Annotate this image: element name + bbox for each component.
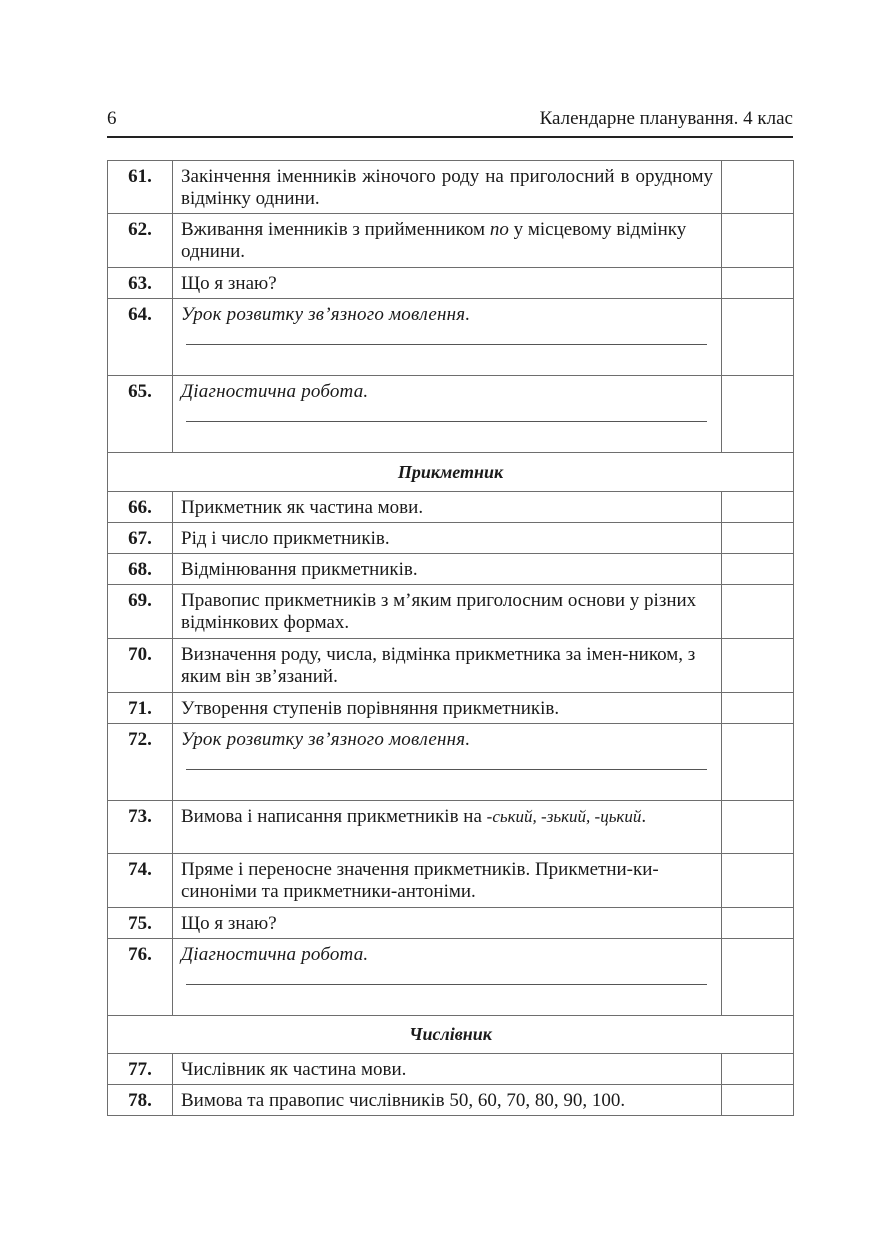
lesson-number: 69. bbox=[108, 585, 173, 639]
table-row bbox=[108, 939, 794, 1016]
date-cell[interactable] bbox=[722, 939, 794, 1016]
date-cell[interactable] bbox=[722, 724, 794, 801]
table-row bbox=[108, 693, 794, 724]
lesson-number: 72. bbox=[108, 724, 173, 801]
fill-in-line[interactable] bbox=[186, 421, 707, 422]
date-cell[interactable] bbox=[722, 639, 794, 693]
lesson-topic bbox=[173, 376, 722, 453]
lesson-number: 75. bbox=[108, 908, 173, 939]
table-row bbox=[108, 1085, 794, 1116]
table-row bbox=[108, 554, 794, 585]
table-row bbox=[108, 639, 794, 693]
lesson-topic bbox=[173, 724, 722, 801]
table-row bbox=[108, 376, 794, 453]
lesson-topic bbox=[173, 939, 722, 1016]
date-cell[interactable] bbox=[722, 376, 794, 453]
lesson-number: 64. bbox=[108, 299, 173, 376]
lesson-topic bbox=[173, 801, 722, 854]
date-cell[interactable] bbox=[722, 161, 794, 214]
table-row bbox=[108, 908, 794, 939]
lesson-topic: Пряме і переносне значення прикметників. Прикметни-ки-синоніми та прикметники-антоніми. bbox=[173, 854, 722, 908]
date-cell[interactable] bbox=[722, 1085, 794, 1116]
lesson-number: 66. bbox=[108, 492, 173, 523]
lesson-topic: Закінчення іменників жіночого роду на приголосний в орудному відмінку однини. bbox=[173, 161, 722, 214]
lesson-number: 76. bbox=[108, 939, 173, 1016]
date-cell[interactable] bbox=[722, 299, 794, 376]
topic-text: Вживання іменників з прийменником bbox=[181, 219, 490, 240]
topic-text: . bbox=[641, 806, 647, 827]
fill-in-line[interactable] bbox=[186, 769, 707, 770]
topic-italic-text: Діагностична робота. bbox=[181, 944, 369, 965]
table-row bbox=[108, 854, 794, 908]
lesson-number: 78. bbox=[108, 1085, 173, 1116]
lesson-topic: Прикметник як частина мови. bbox=[173, 492, 722, 523]
date-cell[interactable] bbox=[722, 801, 794, 854]
section-title: Числівник bbox=[108, 1016, 794, 1054]
lesson-number: 68. bbox=[108, 554, 173, 585]
running-title: Календарне планування. 4 клас bbox=[539, 108, 793, 129]
lesson-topic: Відмінювання прикметників. bbox=[173, 554, 722, 585]
lesson-number: 73. bbox=[108, 801, 173, 854]
page-number: 6 bbox=[107, 108, 117, 129]
lesson-number: 67. bbox=[108, 523, 173, 554]
section-row bbox=[108, 1016, 794, 1054]
page-header bbox=[107, 104, 793, 134]
fill-in-line[interactable] bbox=[186, 344, 707, 345]
topic-italic-text: Діагностична робота. bbox=[181, 381, 369, 402]
lesson-number: 77. bbox=[108, 1054, 173, 1085]
date-cell[interactable] bbox=[722, 214, 794, 268]
table-row bbox=[108, 801, 794, 854]
lesson-number: 62. bbox=[108, 214, 173, 268]
topic-italic-text: Урок розвитку зв’язного мовлення. bbox=[181, 729, 471, 750]
topic-italic-text: по bbox=[489, 219, 509, 240]
table-row bbox=[108, 523, 794, 554]
date-cell[interactable] bbox=[722, 1054, 794, 1085]
topic-text: Вимова і написання прикметників на bbox=[181, 806, 487, 827]
topic-italic-text: Урок розвитку зв’язного мовлення. bbox=[181, 304, 471, 325]
topic-italic-text: -ський, -зький, -цький bbox=[486, 807, 642, 826]
table-row bbox=[108, 299, 794, 376]
date-cell[interactable] bbox=[722, 268, 794, 299]
table-row bbox=[108, 268, 794, 299]
fill-in-line[interactable] bbox=[186, 984, 707, 985]
lesson-topic: Що я знаю? bbox=[173, 268, 722, 299]
lesson-number: 70. bbox=[108, 639, 173, 693]
header-rule bbox=[107, 136, 793, 138]
lesson-topic bbox=[173, 299, 722, 376]
table-row bbox=[108, 214, 794, 268]
date-cell[interactable] bbox=[722, 693, 794, 724]
lesson-topic: Утворення ступенів порівняння прикметників. bbox=[173, 693, 722, 724]
table-row bbox=[108, 161, 794, 214]
table-row bbox=[108, 1054, 794, 1085]
lesson-number: 63. bbox=[108, 268, 173, 299]
lesson-topic: Числівник як частина мови. bbox=[173, 1054, 722, 1085]
section-row bbox=[108, 453, 794, 492]
date-cell[interactable] bbox=[722, 492, 794, 523]
lesson-topic: Визначення роду, числа, відмінка прикметника за імен-ником, з яким він зв’язаний. bbox=[173, 639, 722, 693]
lesson-plan-table bbox=[107, 160, 794, 1116]
lesson-topic: Правопис прикметників з м’яким приголосним основи у різних відмінкових формах. bbox=[173, 585, 722, 639]
lesson-number: 61. bbox=[108, 161, 173, 214]
lesson-topic: Рід і число прикметників. bbox=[173, 523, 722, 554]
topic-text: у місцевому відмінку однини. bbox=[181, 219, 687, 262]
date-cell[interactable] bbox=[722, 585, 794, 639]
lesson-topic bbox=[173, 214, 722, 268]
table-row bbox=[108, 585, 794, 639]
date-cell[interactable] bbox=[722, 854, 794, 908]
section-title: Прикметник bbox=[108, 453, 794, 492]
lesson-number: 65. bbox=[108, 376, 173, 453]
lesson-topic: Що я знаю? bbox=[173, 908, 722, 939]
lesson-topic: Вимова та правопис числівників 50, 60, 70, 80, 90, 100. bbox=[173, 1085, 722, 1116]
table-row bbox=[108, 492, 794, 523]
date-cell[interactable] bbox=[722, 523, 794, 554]
date-cell[interactable] bbox=[722, 554, 794, 585]
lesson-number: 74. bbox=[108, 854, 173, 908]
table-row bbox=[108, 724, 794, 801]
date-cell[interactable] bbox=[722, 908, 794, 939]
lesson-number: 71. bbox=[108, 693, 173, 724]
